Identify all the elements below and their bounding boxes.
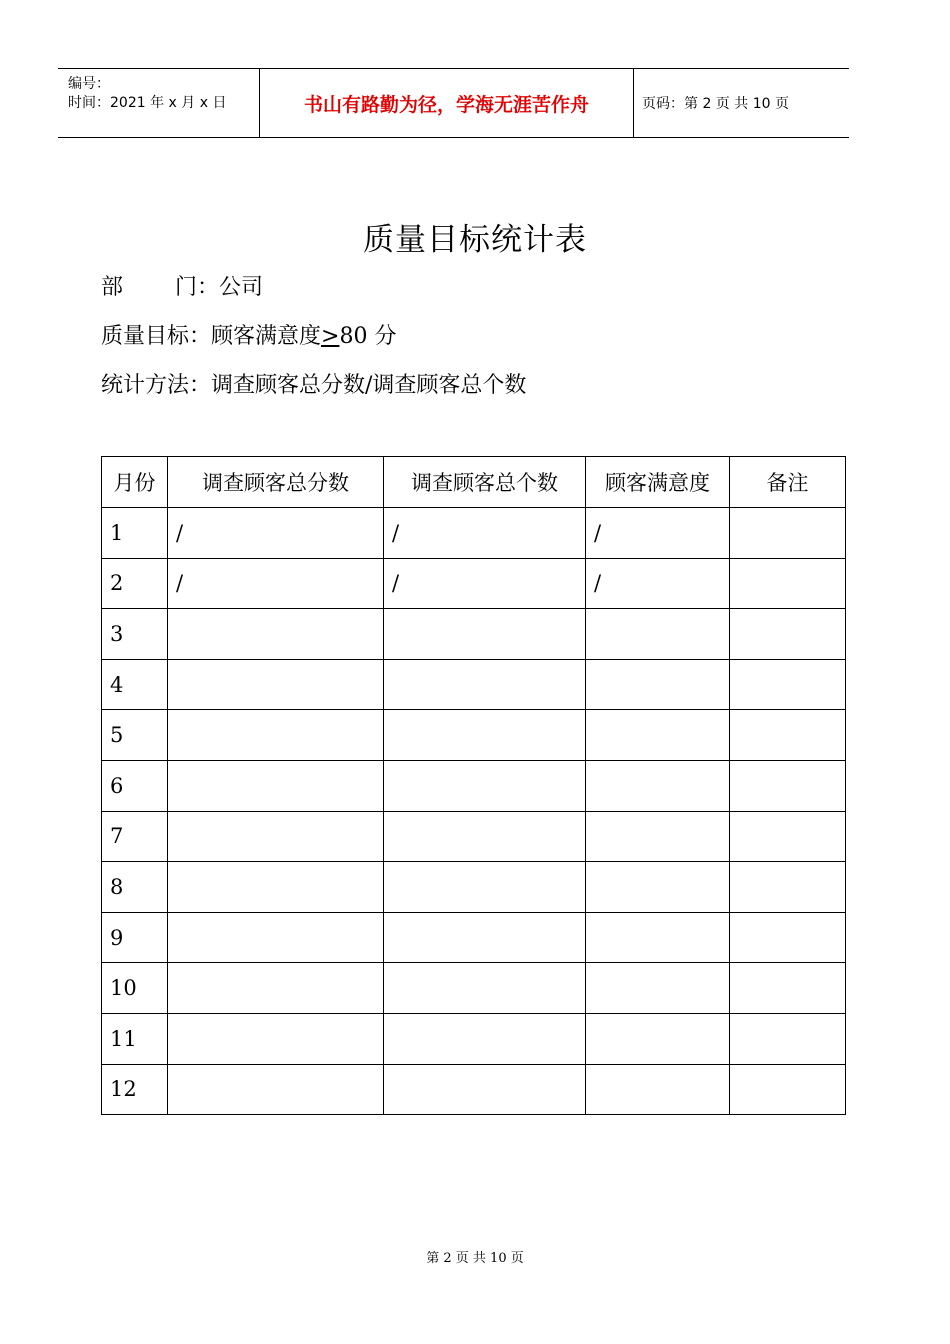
cell-total-score bbox=[168, 710, 384, 761]
cell-satisfaction bbox=[586, 963, 730, 1014]
cell-remarks bbox=[730, 912, 846, 963]
table-row bbox=[102, 558, 846, 609]
cell-total-count bbox=[384, 1013, 586, 1064]
cell-satisfaction bbox=[586, 1013, 730, 1064]
cell-total-score bbox=[168, 609, 384, 660]
cell-remarks bbox=[730, 760, 846, 811]
cell-remarks bbox=[730, 710, 846, 761]
cell-total-count bbox=[384, 710, 586, 761]
goal-label: 质量目标：顾客满意度 bbox=[101, 324, 322, 349]
cell-total-score bbox=[168, 1064, 384, 1115]
cell-total-score bbox=[168, 811, 384, 862]
table-row bbox=[102, 609, 846, 660]
cell-total-count: / bbox=[384, 508, 586, 559]
department-label: 部 bbox=[101, 275, 124, 300]
goal-value: 80 分 bbox=[339, 324, 397, 349]
header-meta bbox=[58, 69, 260, 137]
cell-month: 1 bbox=[102, 508, 168, 559]
cell-total-count bbox=[384, 963, 586, 1014]
cell-remarks bbox=[730, 963, 846, 1014]
header-remarks: 备注 bbox=[730, 457, 846, 508]
cell-total-score bbox=[168, 862, 384, 913]
cell-total-score bbox=[168, 659, 384, 710]
cell-total-count bbox=[384, 760, 586, 811]
cell-month: 3 bbox=[102, 609, 168, 660]
cell-remarks bbox=[730, 659, 846, 710]
cell-month: 2 bbox=[102, 558, 168, 609]
header-satisfaction: 顾客满意度 bbox=[586, 457, 730, 508]
cell-total-score: / bbox=[168, 558, 384, 609]
cell-total-count: / bbox=[384, 558, 586, 609]
cell-total-count bbox=[384, 609, 586, 660]
goal-line bbox=[101, 319, 396, 350]
cell-total-score bbox=[168, 760, 384, 811]
cell-month: 11 bbox=[102, 1013, 168, 1064]
cell-month: 5 bbox=[102, 710, 168, 761]
cell-satisfaction bbox=[586, 912, 730, 963]
cell-total-score bbox=[168, 963, 384, 1014]
table-row bbox=[102, 912, 846, 963]
cell-total-score: / bbox=[168, 508, 384, 559]
department-value: 公司 bbox=[219, 275, 264, 300]
motto: 书山有路勤为径，学海无涯苦作舟 bbox=[260, 69, 634, 137]
cell-remarks bbox=[730, 1013, 846, 1064]
statistics-table bbox=[101, 456, 846, 1115]
cell-month: 6 bbox=[102, 760, 168, 811]
cell-total-count bbox=[384, 1064, 586, 1115]
cell-satisfaction: / bbox=[586, 558, 730, 609]
table-row bbox=[102, 710, 846, 761]
cell-remarks bbox=[730, 609, 846, 660]
cell-month: 8 bbox=[102, 862, 168, 913]
cell-total-count bbox=[384, 659, 586, 710]
department-line bbox=[101, 270, 263, 301]
cell-month: 9 bbox=[102, 912, 168, 963]
table-row bbox=[102, 760, 846, 811]
header-month: 月份 bbox=[102, 457, 168, 508]
cell-total-score bbox=[168, 1013, 384, 1064]
department-label-2: 门： bbox=[175, 275, 220, 300]
cell-remarks bbox=[730, 862, 846, 913]
goal-operator: > bbox=[321, 324, 340, 349]
cell-total-count bbox=[384, 912, 586, 963]
table-row bbox=[102, 811, 846, 862]
cell-satisfaction bbox=[586, 862, 730, 913]
cell-remarks bbox=[730, 558, 846, 609]
cell-satisfaction bbox=[586, 710, 730, 761]
table-header-row bbox=[102, 457, 846, 508]
cell-satisfaction bbox=[586, 609, 730, 660]
cell-remarks bbox=[730, 1064, 846, 1115]
cell-remarks bbox=[730, 508, 846, 559]
cell-satisfaction bbox=[586, 760, 730, 811]
table-row bbox=[102, 508, 846, 559]
page-title: 质量目标统计表 bbox=[363, 222, 587, 258]
time-label: 时间：2021 年 x 月 x 日 bbox=[68, 95, 227, 111]
cell-satisfaction bbox=[586, 1064, 730, 1115]
page-footer: 第 2 页 共 10 页 bbox=[426, 1251, 524, 1266]
cell-satisfaction bbox=[586, 659, 730, 710]
cell-total-score bbox=[168, 912, 384, 963]
method-line: 统计方法：调查顾客总分数/调查顾客总个数 bbox=[101, 373, 527, 398]
cell-remarks bbox=[730, 811, 846, 862]
number-label: 编号： bbox=[68, 76, 110, 92]
cell-month: 7 bbox=[102, 811, 168, 862]
table-row bbox=[102, 862, 846, 913]
cell-month: 10 bbox=[102, 963, 168, 1014]
header-total-count: 调查顾客总个数 bbox=[384, 457, 586, 508]
cell-month: 12 bbox=[102, 1064, 168, 1115]
header-total-score: 调查顾客总分数 bbox=[168, 457, 384, 508]
page-info: 页码：第 2 页 共 10 页 bbox=[642, 96, 789, 112]
table-row bbox=[102, 1013, 846, 1064]
cell-total-count bbox=[384, 811, 586, 862]
cell-month: 4 bbox=[102, 659, 168, 710]
document-header bbox=[58, 68, 849, 138]
cell-satisfaction: / bbox=[586, 508, 730, 559]
table-row bbox=[102, 963, 846, 1014]
cell-total-count bbox=[384, 862, 586, 913]
table-row bbox=[102, 659, 846, 710]
cell-satisfaction bbox=[586, 811, 730, 862]
table-row bbox=[102, 1064, 846, 1115]
